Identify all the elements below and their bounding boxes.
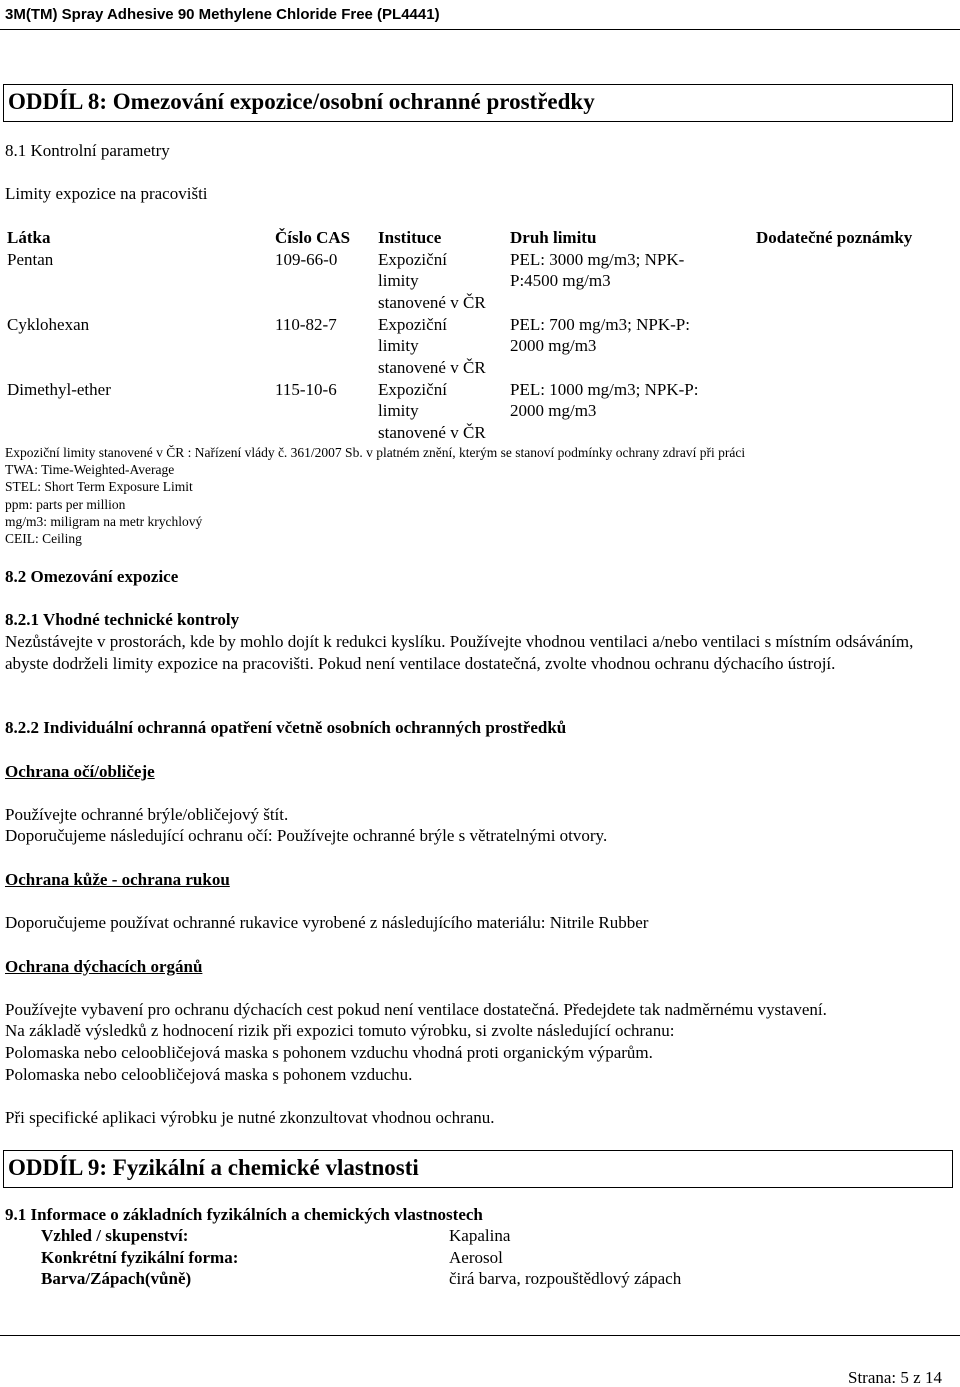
cell-institution-line2: limity [378, 336, 419, 355]
subsection-8-2-1-title: 8.2.1 Vhodné technické kontroly [5, 610, 240, 629]
subsection-8-2-2-title: 8.2.2 Individuální ochranná opatření včetně osobních ochranných prostředků [5, 718, 567, 737]
respiratory-final-note: Při specifické aplikaci výrobku je nutné zkonzultovat vhodnou ochranu. [5, 1108, 495, 1127]
subsection-8-1-title: 8.1 Kontrolní parametry [5, 141, 170, 160]
respiratory-line3: Polomaska nebo celoobličejová maska s pohonem vzduchu vhodná proti organickým výparům. [5, 1043, 653, 1062]
table-header-notes: Dodatečné poznámky [756, 228, 913, 247]
cell-limit-line2: P:4500 mg/m3 [510, 271, 611, 290]
table-header-institution: Instituce [378, 228, 442, 247]
subsection-9-1-title: 9.1 Informace o základních fyzikálních a chemických vlastnostech [5, 1205, 483, 1224]
page-number: Strana: 5 z 14 [848, 1368, 942, 1387]
cell-cas: 109-66-0 [275, 250, 338, 269]
cell-institution-line2: limity [378, 401, 419, 420]
skin-protection-title: Ochrana kůže - ochrana rukou [5, 870, 230, 889]
section-9-heading-box [3, 1150, 953, 1188]
cell-institution-line1: Expoziční [378, 315, 447, 334]
subsection-8-2-title: 8.2 Omezování expozice [5, 567, 179, 586]
property-value: Aerosol [449, 1248, 503, 1267]
document-title: 3M(TM) Spray Adhesive 90 Methylene Chloride Free (PL4441) [5, 6, 440, 23]
eye-protection-title: Ochrana očí/obličeje [5, 762, 155, 781]
cell-limit-line1: PEL: 1000 mg/m3; NPK-P: [510, 380, 699, 399]
eye-protection-line2: Doporučujeme následující ochranu očí: Používejte ochranné brýle s větratelnými otvory. [5, 826, 608, 845]
eye-protection-line1: Používejte ochranné brýle/obličejový štít. [5, 805, 289, 824]
property-label: Vzhled / skupenství: [41, 1226, 189, 1245]
cell-cas: 115-10-6 [275, 380, 337, 399]
table-header-limit-type: Druh limitu [510, 228, 597, 247]
document-header [0, 0, 960, 30]
property-label: Konkrétní fyzikální forma: [41, 1248, 239, 1267]
cell-institution-line1: Expoziční [378, 250, 447, 269]
cell-institution-line3: stanovené v ČR [378, 293, 486, 312]
cell-substance: Cyklohexan [7, 315, 90, 334]
respiratory-protection-title: Ochrana dýchacích orgánů [5, 957, 203, 976]
respiratory-line1: Používejte vybavení pro ochranu dýchacích cest pokud není ventilace dostatečná. Předejdete tak nadměrnému vystavení. [5, 1000, 827, 1019]
cell-limit-line2: 2000 mg/m3 [510, 336, 597, 355]
property-label: Barva/Zápach(vůně) [41, 1269, 192, 1288]
section-8-heading: ODDÍL 8: Omezování expozice/osobní ochranné prostředky [8, 89, 595, 114]
cell-institution-line3: stanovené v ČR [378, 358, 486, 377]
section-9-heading: ODDÍL 9: Fyzikální a chemické vlastnosti [8, 1155, 419, 1180]
table-header-cas: Číslo CAS [275, 228, 351, 247]
technical-controls-text: Nezůstávejte v prostorách, kde by mohlo dojít k redukci kyslíku. Používejte vhodnou ventilaci a/nebo ventilaci s místním odsáváním, abyste dodrželi limity expozice na pracovišti. Pokud není ventilace dostatečná, zvolte vhodnou ochranu dýchacího ústrojí. [5, 632, 914, 673]
cell-limit-line1: PEL: 700 mg/m3; NPK-P: [510, 315, 690, 334]
skin-protection-text: Doporučujeme používat ochranné rukavice vyrobené z následujícího materiálu: Nitrile Rubber [5, 913, 649, 932]
table-header-substance: Látka [7, 228, 51, 247]
footnote-regulation: Expoziční limity stanovené v ČR : Nařízení vlády č. 361/2007 Sb. v platném znění, kterým se stanoví podmínky ochrany zdraví při práci [5, 445, 746, 460]
respiratory-line4: Polomaska nebo celoobličejová maska s pohonem vzduchu. [5, 1065, 413, 1084]
cell-institution-line1: Expoziční [378, 380, 447, 399]
respiratory-line2: Na základě výsledků z hodnocení rizik při expozici tomuto výrobku, si zvolte následující ochranu: [5, 1021, 675, 1040]
cell-substance: Dimethyl-ether [7, 380, 111, 399]
cell-limit-line2: 2000 mg/m3 [510, 401, 597, 420]
property-value: čirá barva, rozpouštědlový zápach [449, 1269, 682, 1288]
footnote-stel: STEL: Short Term Exposure Limit [5, 479, 193, 494]
cell-cas: 110-82-7 [275, 315, 337, 334]
cell-institution-line2: limity [378, 271, 419, 290]
cell-institution-line3: stanovené v ČR [378, 423, 486, 442]
cell-substance: Pentan [7, 250, 54, 269]
limits-title: Limity expozice na pracovišti [5, 184, 208, 203]
footnote-mgm3: mg/m3: miligram na metr krychlový [5, 514, 203, 529]
section-8-heading-box [3, 84, 953, 122]
footnote-twa: TWA: Time-Weighted-Average [5, 462, 175, 477]
footnote-ppm: ppm: parts per million [5, 497, 126, 512]
footnote-ceil: CEIL: Ceiling [5, 531, 82, 546]
footer-divider [0, 1335, 960, 1336]
property-value: Kapalina [449, 1226, 511, 1245]
cell-limit-line1: PEL: 3000 mg/m3; NPK- [510, 250, 685, 269]
